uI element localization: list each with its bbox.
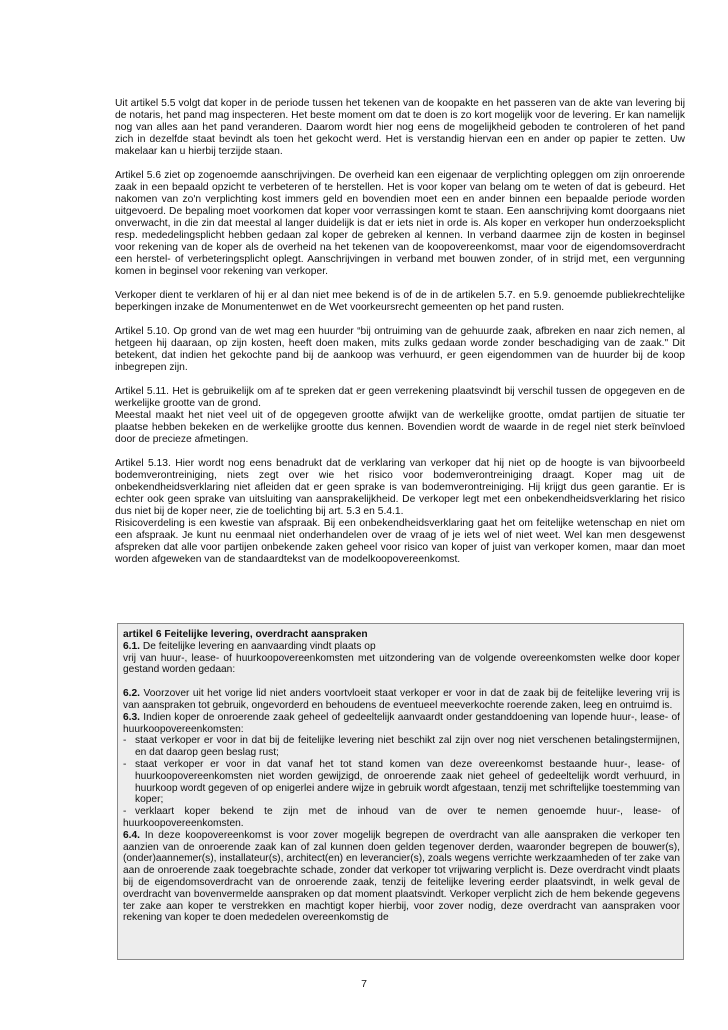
section-6-2: 6.2. Voorzover uit het vorige lid niet anders voortvloeit staat verkoper er voor in dat de zaak bij de feitelijke levering vrij is van aanspraken tot gebruik, ongevorderd en behoudens de eventueel meeverkochte roerende zaken, leeg en ontruimd is. (123, 688, 680, 711)
paragraph-article-5-11: Artikel 5.11. Het is gebruikelijk om af te spreken dat er geen verrekening plaatsvindt bij verschil tussen de opgegeven en de werkelijke grootte van de grond. Meestal maakt het niet veel uit of de opgegeven grootte afwijkt van de werkelijke grootte, omdat partijen de situatie ter plaatse hebben bekeken en de werkelijke grootte dus kennen. Bovendien wordt de waarde in de regel niet sterk beïnvloed door de precieze afmetingen. (115, 386, 685, 445)
explanatory-text (115, 98, 685, 578)
section-6-1-continuation: vrij van huur-, lease- of huurkoopovereenkomsten met uitzondering van de volgende overeenkomsten welke door koper gestand worden gedaan: (123, 652, 680, 676)
section-6-4: 6.4. In deze koopovereenkomst is voor zover mogelijk begrepen de overdracht van alle aanspraken die verkoper ten aanzien van de onroerende zaak kan of zal kunnen doen gelden tegenover derden, waaronder begrepen de bouwer(s), (onder)aannemer(s), installateur(s), architect(en) en leverancier(s), zoals wegens verrichte werkzaamheden of ter zake van aan de onroerende zaak toegebrachte schade, zonder dat verkoper tot vrijwaring verplicht is. Deze overdracht vindt plaats bij de eigendomsoverdracht van de onroerende zaak, tenzij de feitelijke levering eerder plaatsvindt, in welk geval de overdracht van bovenvermelde aanspraken op dat moment plaatsvindt. Verkoper verplicht zich de hem bekende gegevens ter zake aan koper te verstrekken en machtigt koper hierbij, voor zover nodig, deze overdracht van aanspraken voor rekening van koper te doen mededelen overeenkomstig de (123, 829, 680, 924)
section-6-3: 6.3. Indien koper de onroerende zaak geheel of gedeeltelijk aanvaardt onder gestanddoening van lopende huur-, lease- of huurkoopovereenkomsten: (123, 711, 680, 735)
paragraph-articles-5-7-5-9: Verkoper dient te verklaren of hij er al dan niet mee bekend is of de in de artikelen 5.7. en 5.9. genoemde publiekrechtelijke beperkingen inzake de Monumentenwet en de Wet voorkeursrecht gemeenten op het pand rusten. (115, 290, 685, 313)
article-6-box (117, 623, 684, 960)
article-6-heading: artikel 6 Feitelijke levering, overdracht aanspraken (123, 629, 368, 640)
paragraph-article-5-13: Artikel 5.13. Hier wordt nog eens benadrukt dat de verklaring van verkoper dat hij niet op de hoogte is van bijvoorbeeld bodemverontreiniging, niets zegt over wie het risico voor bodemverontreiniging draagt. Koper mag uit de onbekendheidsverklaring niet afleiden dat er geen sprake is van bodemverontreiniging. Hij krijgt dus geen garantie. Er is echter ook geen sprake van uitsluiting van aansprakelijkheid. De verkoper legt met een onbekendheidsverklaring het risico dus niet bij de koper neer, zie de toelichting bij art. 5.3 en 5.4.1. Risicoverdeling is een kwestie van afspraak. Bij een onbekendheidsverklaring gaat het om feitelijke wetenschap en niet om een afspraak. Je kunt nu eenmaal niet onderhandelen over de vraag of je iets wel of niet weet. Wel kan men desgewenst afspreken dat alle voor partijen onbekende zaken geheel voor risico van koper of juist van verkoper komen, maar dan moet worden afgeweken van de standaardtekst van de modelkoopovereenkomst. (115, 458, 685, 565)
paragraph-article-5-6: Artikel 5.6 ziet op zogenoemde aanschrijvingen. De overheid kan een eigenaar de verplichting opleggen om zijn onroerende zaak in een bepaald opzicht te verbeteren of te herstellen. Het is voor koper van belang om te weten of dat is gebeurd. Het nakomen van zo'n verplichting kost immers geld en bovendien moet een en ander binnen een bepaalde periode worden uitgevoerd. De bepaling moet voorkomen dat koper voor verrassingen komt te staan. Een aanschrijving komt doorgaans niet onverwacht, in die zin dat meestal al langer duidelijk is dat er iets niet in orde is. Als koper en verkoper hun onderzoeksplicht resp. mededelingsplicht hebben gedaan zal koper de gebreken al kennen. In verband daarmee zijn de kosten in beginsel voor rekening van de koper als de overheid na het tekenen van de koopovereenkomst, maar voor de eigendomsoverdracht een herstel- of verbeteringsplicht oplegt. Aanschrijvingen in verband met bouwen zonder, of in strijd met, een vergunning komen in beginsel voor rekening van verkoper. (115, 170, 685, 277)
list-item: - staat verkoper er voor in dat vanaf het tot stand komen van deze overeenkomst bestaande huur-, lease- of huurkoopovereenkomsten niet worden gewijzigd, de onroerende zaak niet geheel of gedeeltelijk wordt verhuurd, in huurkoop wordt gegeven of op enigerlei andere wijze in gebruik wordt afgestaan, tenzij met schriftelijke toestemming van koper; (123, 758, 680, 806)
section-6-1: 6.1. De feitelijke levering en aanvaarding vindt plaats op (123, 640, 376, 652)
page-number: 7 (361, 978, 367, 990)
section-6-3-list (123, 735, 680, 829)
list-item: - verklaart koper bekend te zijn met de inhoud van de over te nemen genoemde huur-, lease- of huurkoopovereenkomsten. (123, 806, 680, 829)
paragraph-article-5-5: Uit artikel 5.5 volgt dat koper in de periode tussen het tekenen van de koopakte en het passeren van de akte van levering bij de notaris, het pand mag inspecteren. Het beste moment om dat te doen is zo kort mogelijk voor de levering. Er kan namelijk nog van alles aan het pand veranderen. Daarom wordt hier nog eens de mogelijkheid geboden te controleren of het pand zich in dezelfde staat bevindt als toen het gekocht werd. Het is verstandig hiervan een en ander op papier te zetten. Uw makelaar kan u hierbij terzijde staan. (115, 98, 685, 157)
list-item: - staat verkoper er voor in dat bij de feitelijke levering niet beschikt zal zijn over nog niet verschenen betalingstermijnen, en dat daarop geen beslag rust; (123, 735, 680, 759)
paragraph-article-5-10: Artikel 5.10. Op grond van de wet mag een huurder “bij ontruiming van de gehuurde zaak, afbreken en naar zich nemen, al hetgeen hij daaraan, op zijn kosten, heeft doen maken, mits zulks gedaan worde zonder beschadiging van de zaak." Dit betekent, dat indien het gekochte pand bij de aankoop was verhuurd, er geen eigendommen van de huurder bij de koop inbegrepen zijn. (115, 326, 685, 373)
